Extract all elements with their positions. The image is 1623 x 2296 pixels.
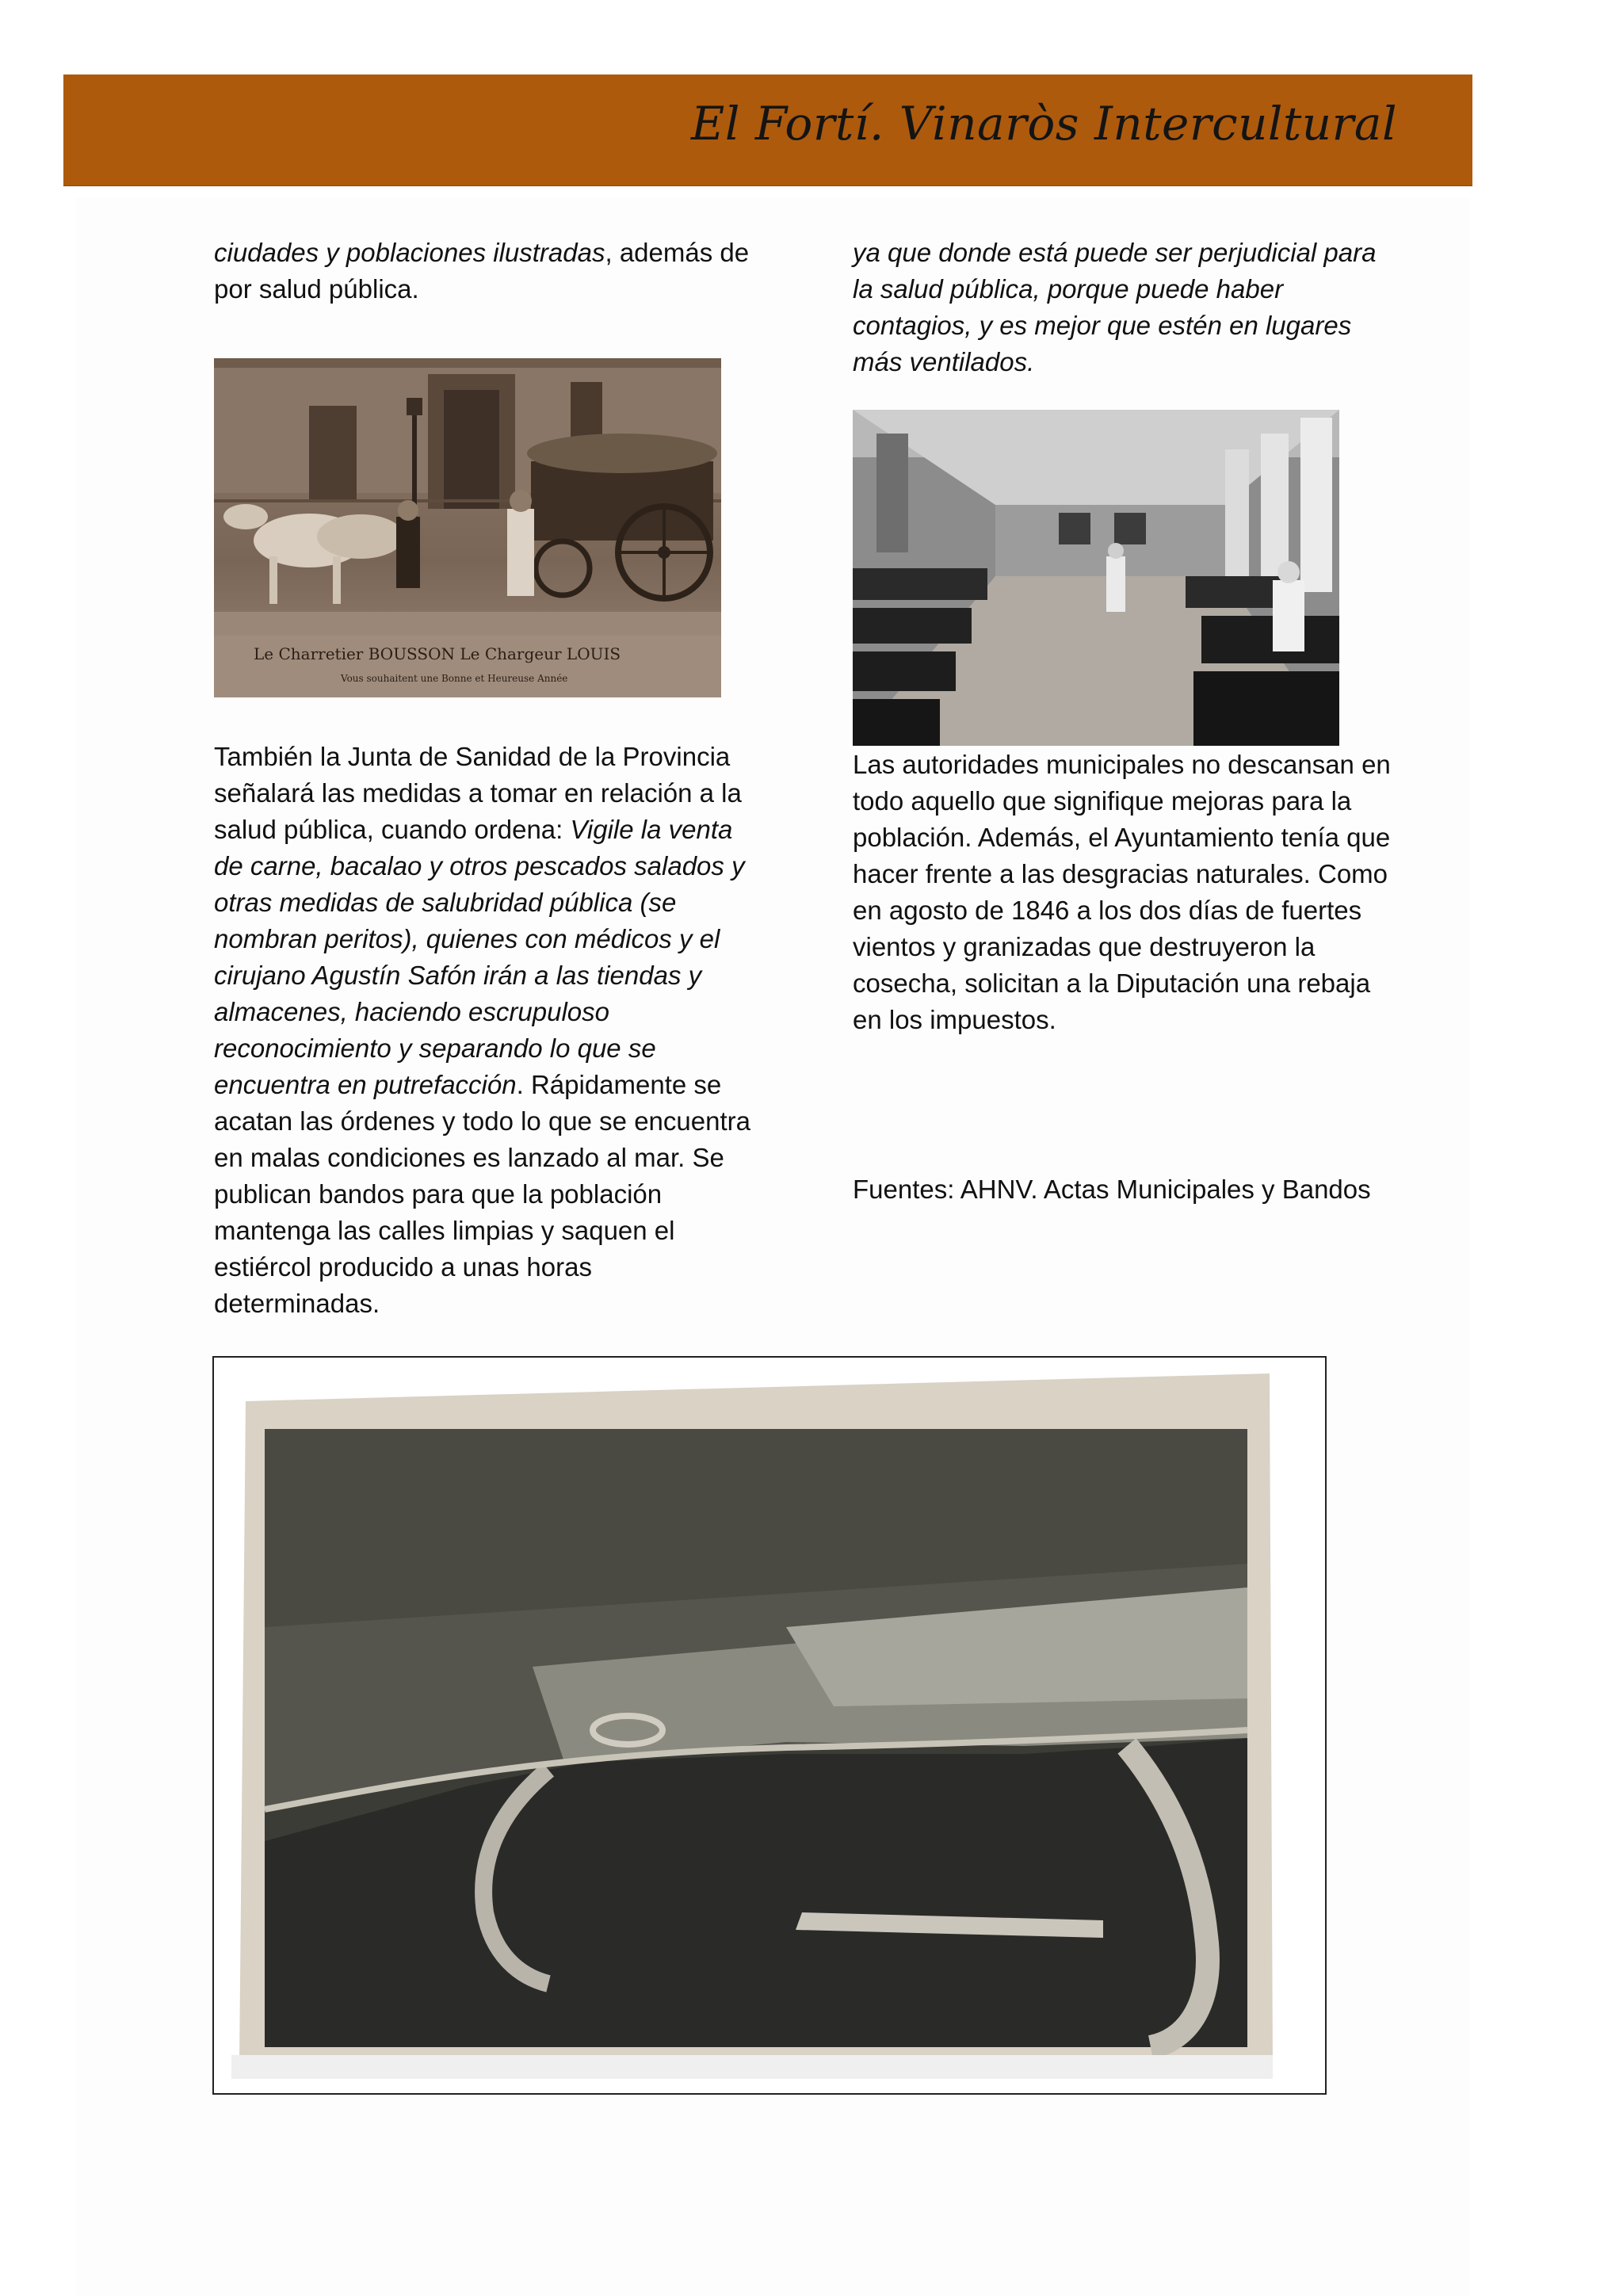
right-column-top-text bbox=[853, 235, 1400, 380]
cart-caption-line1: Le Charretier BOUSSON Le Chargeur LOUIS bbox=[254, 644, 621, 663]
left-mid-intro: También la Junta de Sanidad de la Provincia señalará las medidas a tomar en relación a la salud pública, cuando ordena: bbox=[214, 742, 742, 844]
left-column-top-text bbox=[214, 235, 761, 308]
hospital-ward-photo bbox=[853, 410, 1339, 746]
plain-phrase: , además de por salud pública. bbox=[214, 238, 750, 304]
horse-cart-illustration bbox=[214, 358, 721, 697]
sources-text: Fuentes: AHNV. Actas Municipales y Bandos bbox=[853, 1175, 1371, 1204]
aerial-harbor-illustration bbox=[231, 1366, 1273, 2092]
hospital-ward-illustration bbox=[853, 410, 1339, 746]
left-column-middle-text bbox=[214, 739, 761, 1322]
aerial-harbor-photo bbox=[231, 1366, 1273, 2092]
header-bar bbox=[63, 74, 1472, 185]
right-column-middle-text bbox=[853, 747, 1400, 1038]
sources-line bbox=[853, 1171, 1423, 1208]
italic-phrase: ciudades y poblaciones ilustradas bbox=[214, 238, 605, 267]
left-mid-italic-quote: Vigile la venta de carne, bacalao y otros pescados salados y otras medidas de salubridad pública (se nombran peritos), quienes con médicos y el cirujano Agustín Safón irán a las tiendas y almacenes, haciendo escrupuloso reconocimiento y separando lo que se encuentra en putrefacción bbox=[214, 815, 745, 1099]
cart-caption-line2: Vous souhaitent une Bonne et Heureuse Année bbox=[341, 673, 568, 684]
horse-cart-photo bbox=[214, 358, 721, 697]
left-mid-outro: . Rápidamente se acatan las órdenes y todo lo que se encuentra en malas condiciones es lanzado al mar. Se publican bandos para que la población mantenga las calles limpias y saquen el estiércol producido a unas horas determinadas. bbox=[214, 1070, 750, 1318]
right-mid-paragraph: Las autoridades municipales no descansan en todo aquello que signifique mejoras para la población. Además, el Ayuntamiento tenía que hacer frente a las desgracias naturales. Como en agosto de 1846 a los dos días de fuertes vientos y granizadas que destruyeron la cosecha, solicitan a la Diputación una rebaja en los impuestos. bbox=[853, 750, 1391, 1034]
header-title: El Fortí. Vinaròs Intercultural bbox=[691, 97, 1397, 151]
right-top-paragraph: ya que donde está puede ser perjudicial para la salud pública, porque puede haber contagios, y es mejor que estén en lugares más ventilados. bbox=[853, 238, 1377, 376]
